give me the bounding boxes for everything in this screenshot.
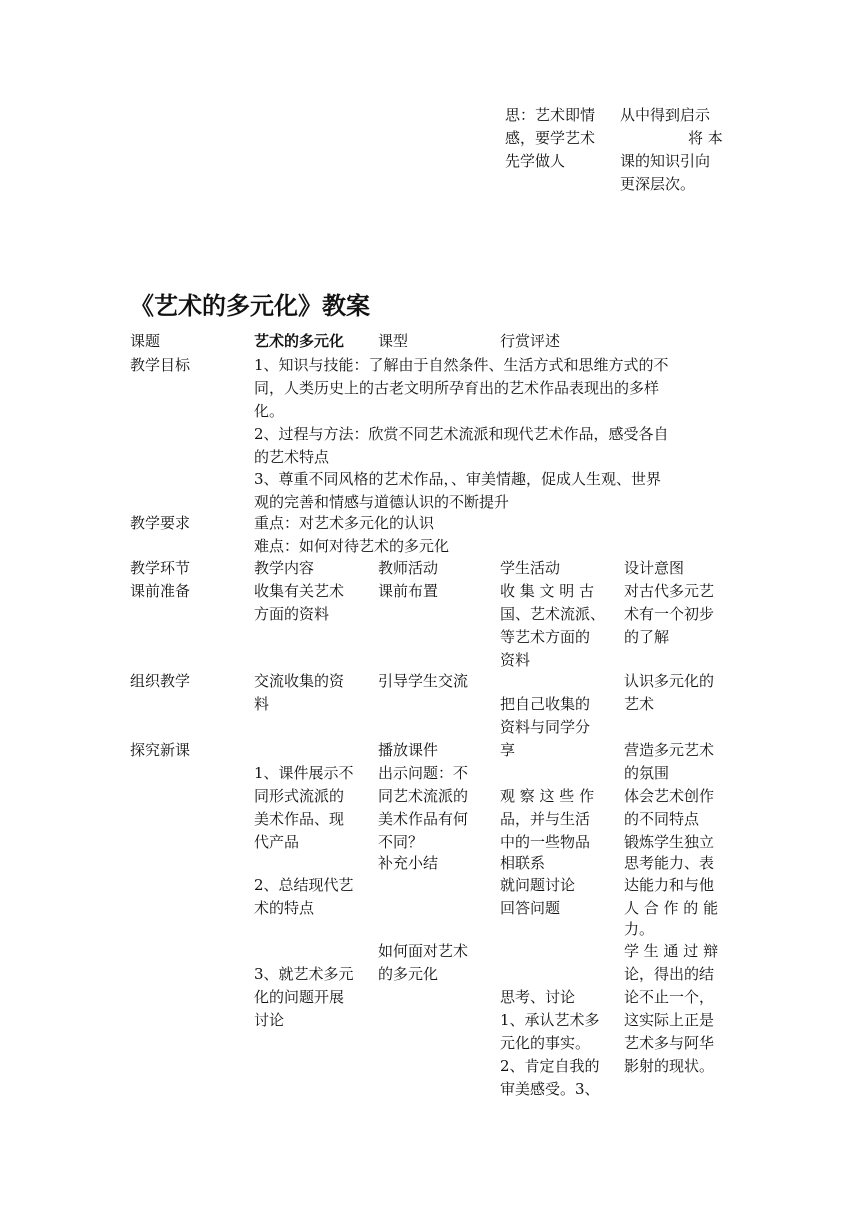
text-line: 2、总结现代艺 [254, 876, 354, 894]
text-line: 重点：对艺术多元化的认识 [254, 514, 435, 532]
text-line: 艺术多与阿华 [624, 1034, 715, 1052]
text-line: 品，并与生活 [500, 810, 591, 828]
text-line: 补充小结 [378, 854, 439, 872]
text-line: 先学做人 [505, 152, 566, 170]
text-line: 将 本 [688, 129, 723, 147]
text-line: 体会艺术创作 [624, 787, 715, 805]
text-line: 课的知识引向 [620, 152, 711, 170]
text-line: 2、过程与方法：欣赏不同艺术流派和现代艺术作品，感受各自 [254, 425, 669, 443]
text-line: 思考、讨论 [500, 988, 576, 1006]
text-line: 相联系 [500, 854, 546, 872]
stage-organize: 组织教学 [130, 672, 191, 690]
text-line: 观的完善和情感与道德认识的不断提升 [254, 493, 510, 511]
text-line: 的了解 [624, 628, 670, 646]
text-line: 力。 [624, 920, 655, 938]
text-line: 等艺术方面的 [500, 628, 591, 646]
text-line: 1、课件展示不 [254, 764, 354, 782]
text-line: 收集有关艺术 [254, 582, 345, 600]
text-line: 思考能力、表 [624, 854, 715, 872]
col-header-content: 教学内容 [254, 559, 315, 577]
text-line: 思：艺术即情 [505, 106, 596, 124]
document-title: 《艺术的多元化》教案 [130, 292, 370, 320]
text-line: 化。 [254, 402, 285, 420]
text-line: 艺术 [624, 695, 655, 713]
text-line: 影射的现状。 [624, 1057, 715, 1075]
col-header-student: 学生活动 [500, 559, 561, 577]
text-line: 的氛围 [624, 764, 670, 782]
text-line: 代产品 [254, 833, 300, 851]
topic-value: 艺术的多元化 [254, 332, 345, 350]
text-line: 同，人类历史上的古老文明所孕育出的艺术作品表现出的多样 [254, 379, 660, 397]
topic-label: 课题 [130, 332, 161, 350]
text-line: 感，要学艺术 [505, 129, 596, 147]
text-line: 享 [500, 741, 516, 759]
stage-prep: 课前准备 [130, 582, 191, 600]
text-line: 认识多元化的 [624, 672, 715, 690]
text-line: 课前布置 [378, 582, 439, 600]
text-line: 如何面对艺术 [378, 942, 469, 960]
text-line: 讨论 [254, 1011, 285, 1029]
text-line: 不同？ [378, 833, 424, 851]
text-line: 论，得出的结 [624, 965, 715, 983]
text-line: 锻炼学生独立 [624, 833, 715, 851]
text-line: 同形式流派的 [254, 787, 345, 805]
requirements-label: 教学要求 [130, 514, 191, 532]
text-line: 观 察 这 些 作 [500, 787, 595, 805]
text-line: 1、承认艺术多 [500, 1011, 600, 1029]
col-header-design: 设计意图 [624, 559, 685, 577]
text-line: 资料 [500, 651, 531, 669]
text-line: 1、知识与技能：了解由于自然条件、生活方式和思维方式的不 [254, 356, 669, 374]
text-line: 更深层次。 [620, 175, 696, 193]
text-line: 术有一个初步 [624, 605, 715, 623]
stage-explore: 探究新课 [130, 741, 191, 759]
text-line: 美术作品、现 [254, 810, 345, 828]
text-line: 美术作品有何 [378, 810, 469, 828]
text-line: 营造多元艺术 [624, 741, 715, 759]
text-line: 难点：如何对待艺术的多元化 [254, 537, 450, 555]
goals-label: 教学目标 [130, 356, 191, 374]
text-line: 术的特点 [254, 899, 315, 917]
text-line: 中的一些物品 [500, 833, 591, 851]
type-value: 行赏评述 [500, 332, 561, 350]
col-header-stage: 教学环节 [130, 559, 191, 577]
text-line: 交流收集的资 [254, 672, 345, 690]
text-line: 的多元化 [378, 965, 439, 983]
text-line: 引导学生交流 [378, 672, 469, 690]
type-label: 课型 [378, 332, 409, 350]
text-line: 回答问题 [500, 899, 561, 917]
text-line: 元化的事实。 [500, 1034, 591, 1052]
text-line: 从中得到启示 [620, 106, 711, 124]
text-line: 料 [254, 695, 270, 713]
text-line: 3、尊重不同风格的艺术作品，、审美情趣，促成人生观、世界 [254, 470, 662, 488]
text-line: 把自己收集的 [500, 695, 591, 713]
text-line: 的艺术特点 [254, 448, 330, 466]
text-line: 化的问题开展 [254, 988, 345, 1006]
text-line: 2、肯定自我的 [500, 1057, 600, 1075]
text-line: 资料与同学分 [500, 718, 591, 736]
text-line: 方面的资料 [254, 605, 330, 623]
text-line: 人 合 作 的 能 [624, 899, 719, 917]
text-line: 这实际上正是 [624, 1011, 715, 1029]
text-line: 收 集 文 明 古 [500, 582, 595, 600]
text-line: 论不止一个， [624, 988, 715, 1006]
text-line: 播放课件 [378, 741, 439, 759]
text-line: 出示问题：不 [378, 764, 469, 782]
text-line: 3、就艺术多元 [254, 965, 354, 983]
text-line: 达能力和与他 [624, 876, 715, 894]
col-header-teacher: 教师活动 [378, 559, 439, 577]
text-line: 同艺术流派的 [378, 787, 469, 805]
text-line: 对古代多元艺 [624, 582, 715, 600]
text-line: 审美感受。3、 [500, 1080, 600, 1098]
text-line: 就问题讨论 [500, 876, 576, 894]
text-line: 国、艺术流派、 [500, 605, 606, 623]
text-line: 学 生 通 过 辩 [624, 942, 719, 960]
text-line: 的不同特点 [624, 810, 700, 828]
